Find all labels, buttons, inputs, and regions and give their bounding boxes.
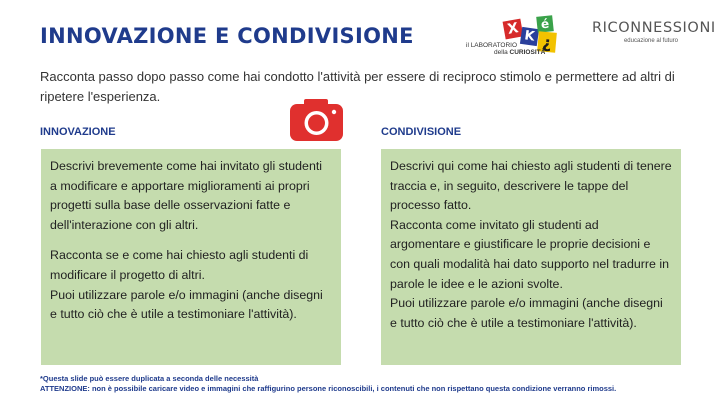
condivisione-paragraph-2: Racconta come invitato gli studenti ad argomentare e giustificare le proprie decisioni e con quali modalità hai dato supporto nel tradurre in parole le idee e le azioni svolte. [390, 217, 669, 291]
logo-block-e: é [536, 15, 554, 33]
logo-block-k: K [520, 27, 539, 46]
riconnessioni-logo [592, 20, 716, 44]
logo-caption-line2 [466, 49, 545, 56]
innovazione-paragraph-3: Puoi utilizzare parole e/o immagini (anche disegni e tutto ciò che è utile a testimoniare l'attività). [50, 287, 323, 322]
condivisione-paragraph-1: Descrivi qui come hai chiesto agli studenti di tenere traccia e, in seguito, descrivere le tappe del processo fatto. [390, 159, 672, 213]
laboratorio-curiosita-logo [466, 14, 570, 62]
logo-caption-curiosita: CURIOSITÀ [509, 49, 546, 56]
logo-caption [466, 42, 545, 56]
footer-notes [40, 374, 616, 394]
innovazione-paragraph-2: Racconta se e come hai chiesto agli studenti di modificare il progetto di altri. [50, 248, 309, 282]
logo-block-question: ¿ [537, 31, 557, 52]
riconnessioni-name: RICONNESSIONI [592, 20, 716, 36]
warning-note: ATTENZIONE: non è possibile caricare video e immagini che raffigurino persone riconoscibili, i contenuti che non rispettano questa condizione verranno rimossi. [40, 384, 617, 393]
riconnessioni-tagline: educazione al futuro [623, 38, 679, 44]
duplicate-note: *Questa slide può essere duplicata a seconda delle necessità [40, 374, 259, 383]
condivisione-heading: CONDIVISIONE [381, 126, 462, 138]
paragraph-spacer [50, 235, 332, 246]
camera-icon [290, 99, 343, 141]
innovazione-heading: INNOVAZIONE [40, 126, 116, 138]
condivisione-paragraph-3: Puoi utilizzare parole e/o immagini (anche disegni e tutto ciò che è utile a testimoniare l'attività). [390, 296, 663, 330]
innovazione-card[interactable] [41, 149, 341, 365]
logo-caption-line1: il LABORATORIO [466, 42, 518, 49]
page-title: INNOVAZIONE E CONDIVISIONE [40, 24, 414, 48]
condivisione-card[interactable] [381, 149, 681, 365]
logo-caption-della: della [494, 49, 508, 56]
logo-block-x: X [503, 19, 524, 40]
intro-text: Racconta passo dopo passo come hai condotto l'attività per essere di reciproco stimolo e permettere ad altri di ripetere l'esperienza. [40, 69, 675, 104]
innovazione-paragraph-1: Descrivi brevemente come hai invitato gli studenti a modificare e apportare miglioramenti ai propri progetti sulla base delle osservazioni fatte e dell'interazione con gli altri. [50, 159, 323, 232]
